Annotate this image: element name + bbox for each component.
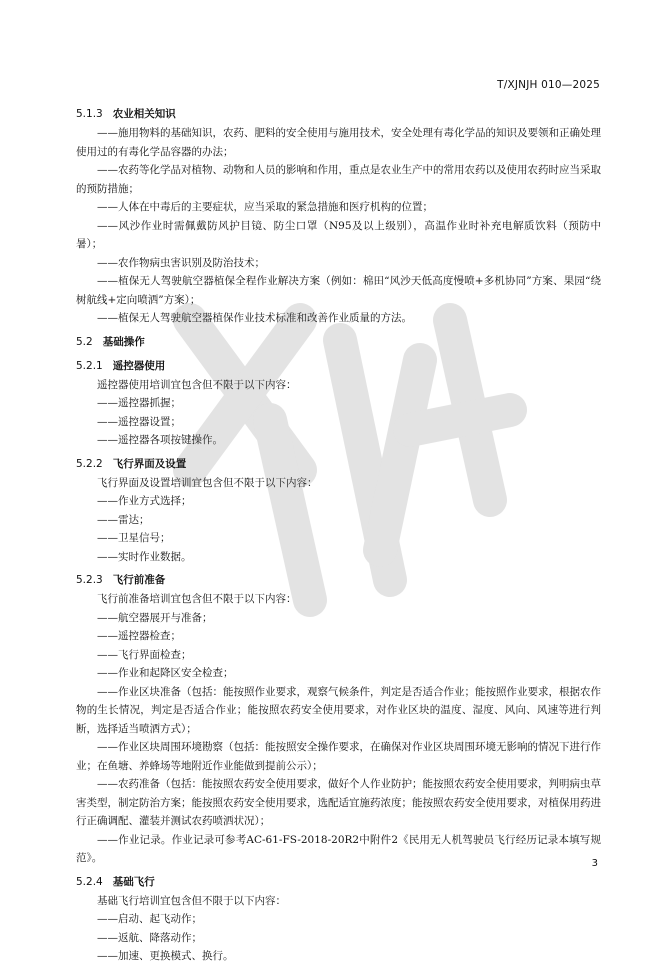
paragraph: ——作业区块周围环境勘察（包括：能按照安全操作要求，在确保对作业区块周围环境无影响的情况下进行作业；在鱼塘、养蜂场等地附近作业能做到提前公示）； [76, 741, 601, 772]
section-5-2-2 [76, 454, 601, 567]
paragraph: ——人体在中毒后的主要症状，应当采取的紧急措施和医疗机构的位置； [97, 201, 433, 213]
standard-code: T/XJNJH 010—2025 [497, 79, 600, 91]
paragraph: 飞行界面及设置培训宜包含但不限于以下内容： [97, 476, 318, 489]
section-heading [76, 454, 601, 474]
paragraph: ——作业区块准备（包括：能按照作业要求，观察气候条件，判定是否适合作业；能按照作业要求，根据农作物的生长情况，判定是否适合作业；能按照农药安全使用要求，对作业区块的温度、湿度、风向、风速等进行判断，选择适当喷洒方式）； [76, 685, 601, 735]
paragraph: ——植保无人驾驶航空器植保作业技术标准和改善作业质量的方法。 [97, 312, 412, 324]
paragraph: ——风沙作业时需佩戴防风护目镜、防尘口罩（N95及以上级别），高温作业时补充电解质饮料（预防中暑）； [76, 219, 601, 250]
paragraph: 遥控器使用培训宜包含但不限于以下内容： [97, 378, 297, 391]
section-heading [76, 104, 601, 124]
paragraph: ——加速、更换模式、换行。 [97, 950, 234, 962]
section-number: 5.2.2 [76, 457, 103, 470]
paragraph: ——作业方式选择； [97, 495, 192, 507]
section-5-1-3 [76, 104, 601, 328]
paragraph: ——卫星信号； [97, 532, 171, 544]
paragraph: 基础飞行培训宜包含但不限于以下内容： [97, 894, 286, 907]
section-title: 遥控器使用 [112, 359, 166, 372]
paragraph: ——农作物病虫害识别及防治技术； [97, 256, 265, 269]
section-5-2-1 [76, 356, 601, 450]
section-number: 5.2.1 [76, 359, 103, 372]
paragraph: ——遥控器抓握； [97, 397, 181, 409]
paragraph: ——遥控器设置； [97, 415, 181, 428]
paragraph: ——返航、降落动作； [97, 931, 202, 944]
paragraph: ——农药准备（包括：能按照农药安全使用要求，做好个人作业防护；能按照农药安全使用要求，判明病虫草害类型，制定防治方案；能按照农药安全使用要求，选配适宜施药浓度；能按照农药安全使用要求，对植保用药进行正确调配、灌装并测试农药喷洒状况）； [76, 778, 601, 827]
section-title: 飞行界面及设置 [112, 457, 187, 470]
paragraph: ——作业记录。作业记录可参考AC-61-FS-2018-20R2中附件2《民用无人机驾驶员飞行经历记录本填写规范》。 [76, 833, 601, 864]
paragraph: ——实时作业数据。 [97, 550, 192, 563]
paragraph: ——遥控器检查； [97, 630, 181, 642]
paragraph: 飞行前准备培训宜包含但不限于以下内容： [97, 593, 297, 605]
section-heading [76, 570, 601, 590]
section-heading [76, 872, 601, 892]
section-5-2 [76, 332, 601, 352]
section-title: 基础操作 [102, 335, 145, 348]
section-title: 飞行前准备 [112, 574, 166, 586]
paragraph: ——施用物料的基础知识，农药、肥料的安全使用与施用技术，安全处理有毒化学品的知识及要领和正确处理使用过的有毒化学品容器的办法； [76, 127, 601, 158]
section-number: 5.1.3 [76, 108, 103, 120]
paragraph: ——飞行界面检查； [97, 648, 192, 661]
paragraph: ——雷达； [97, 513, 150, 526]
paragraph: ——作业和起降区安全检查； [97, 667, 234, 679]
section-heading [76, 356, 601, 376]
section-heading [76, 332, 601, 352]
paragraph: ——启动、起飞动作； [97, 913, 202, 925]
section-5-2-4 [76, 872, 601, 966]
paragraph: ——农药等化学品对植物、动物和人员的影响和作用，重点是农业生产中的常用农药以及使用农药时应当采取的预防措施； [76, 164, 601, 195]
section-title: 农业相关知识 [112, 108, 176, 120]
document-body [76, 104, 601, 970]
page-number: 3 [591, 858, 598, 869]
section-title: 基础飞行 [112, 875, 155, 888]
paragraph: ——航空器展开与准备； [97, 611, 213, 624]
section-number: 5.2 [76, 335, 93, 348]
section-5-2-3 [76, 570, 601, 868]
section-number: 5.2.4 [76, 875, 103, 888]
paragraph: ——遥控器各项按键操作。 [97, 434, 223, 446]
paragraph: ——植保无人驾驶航空器植保全程作业解决方案（例如：棉田“风沙天低高度慢喷+多机协同”方案、果园“绕树航线+定向喷洒”方案）； [76, 275, 601, 306]
section-number: 5.2.3 [76, 574, 103, 586]
